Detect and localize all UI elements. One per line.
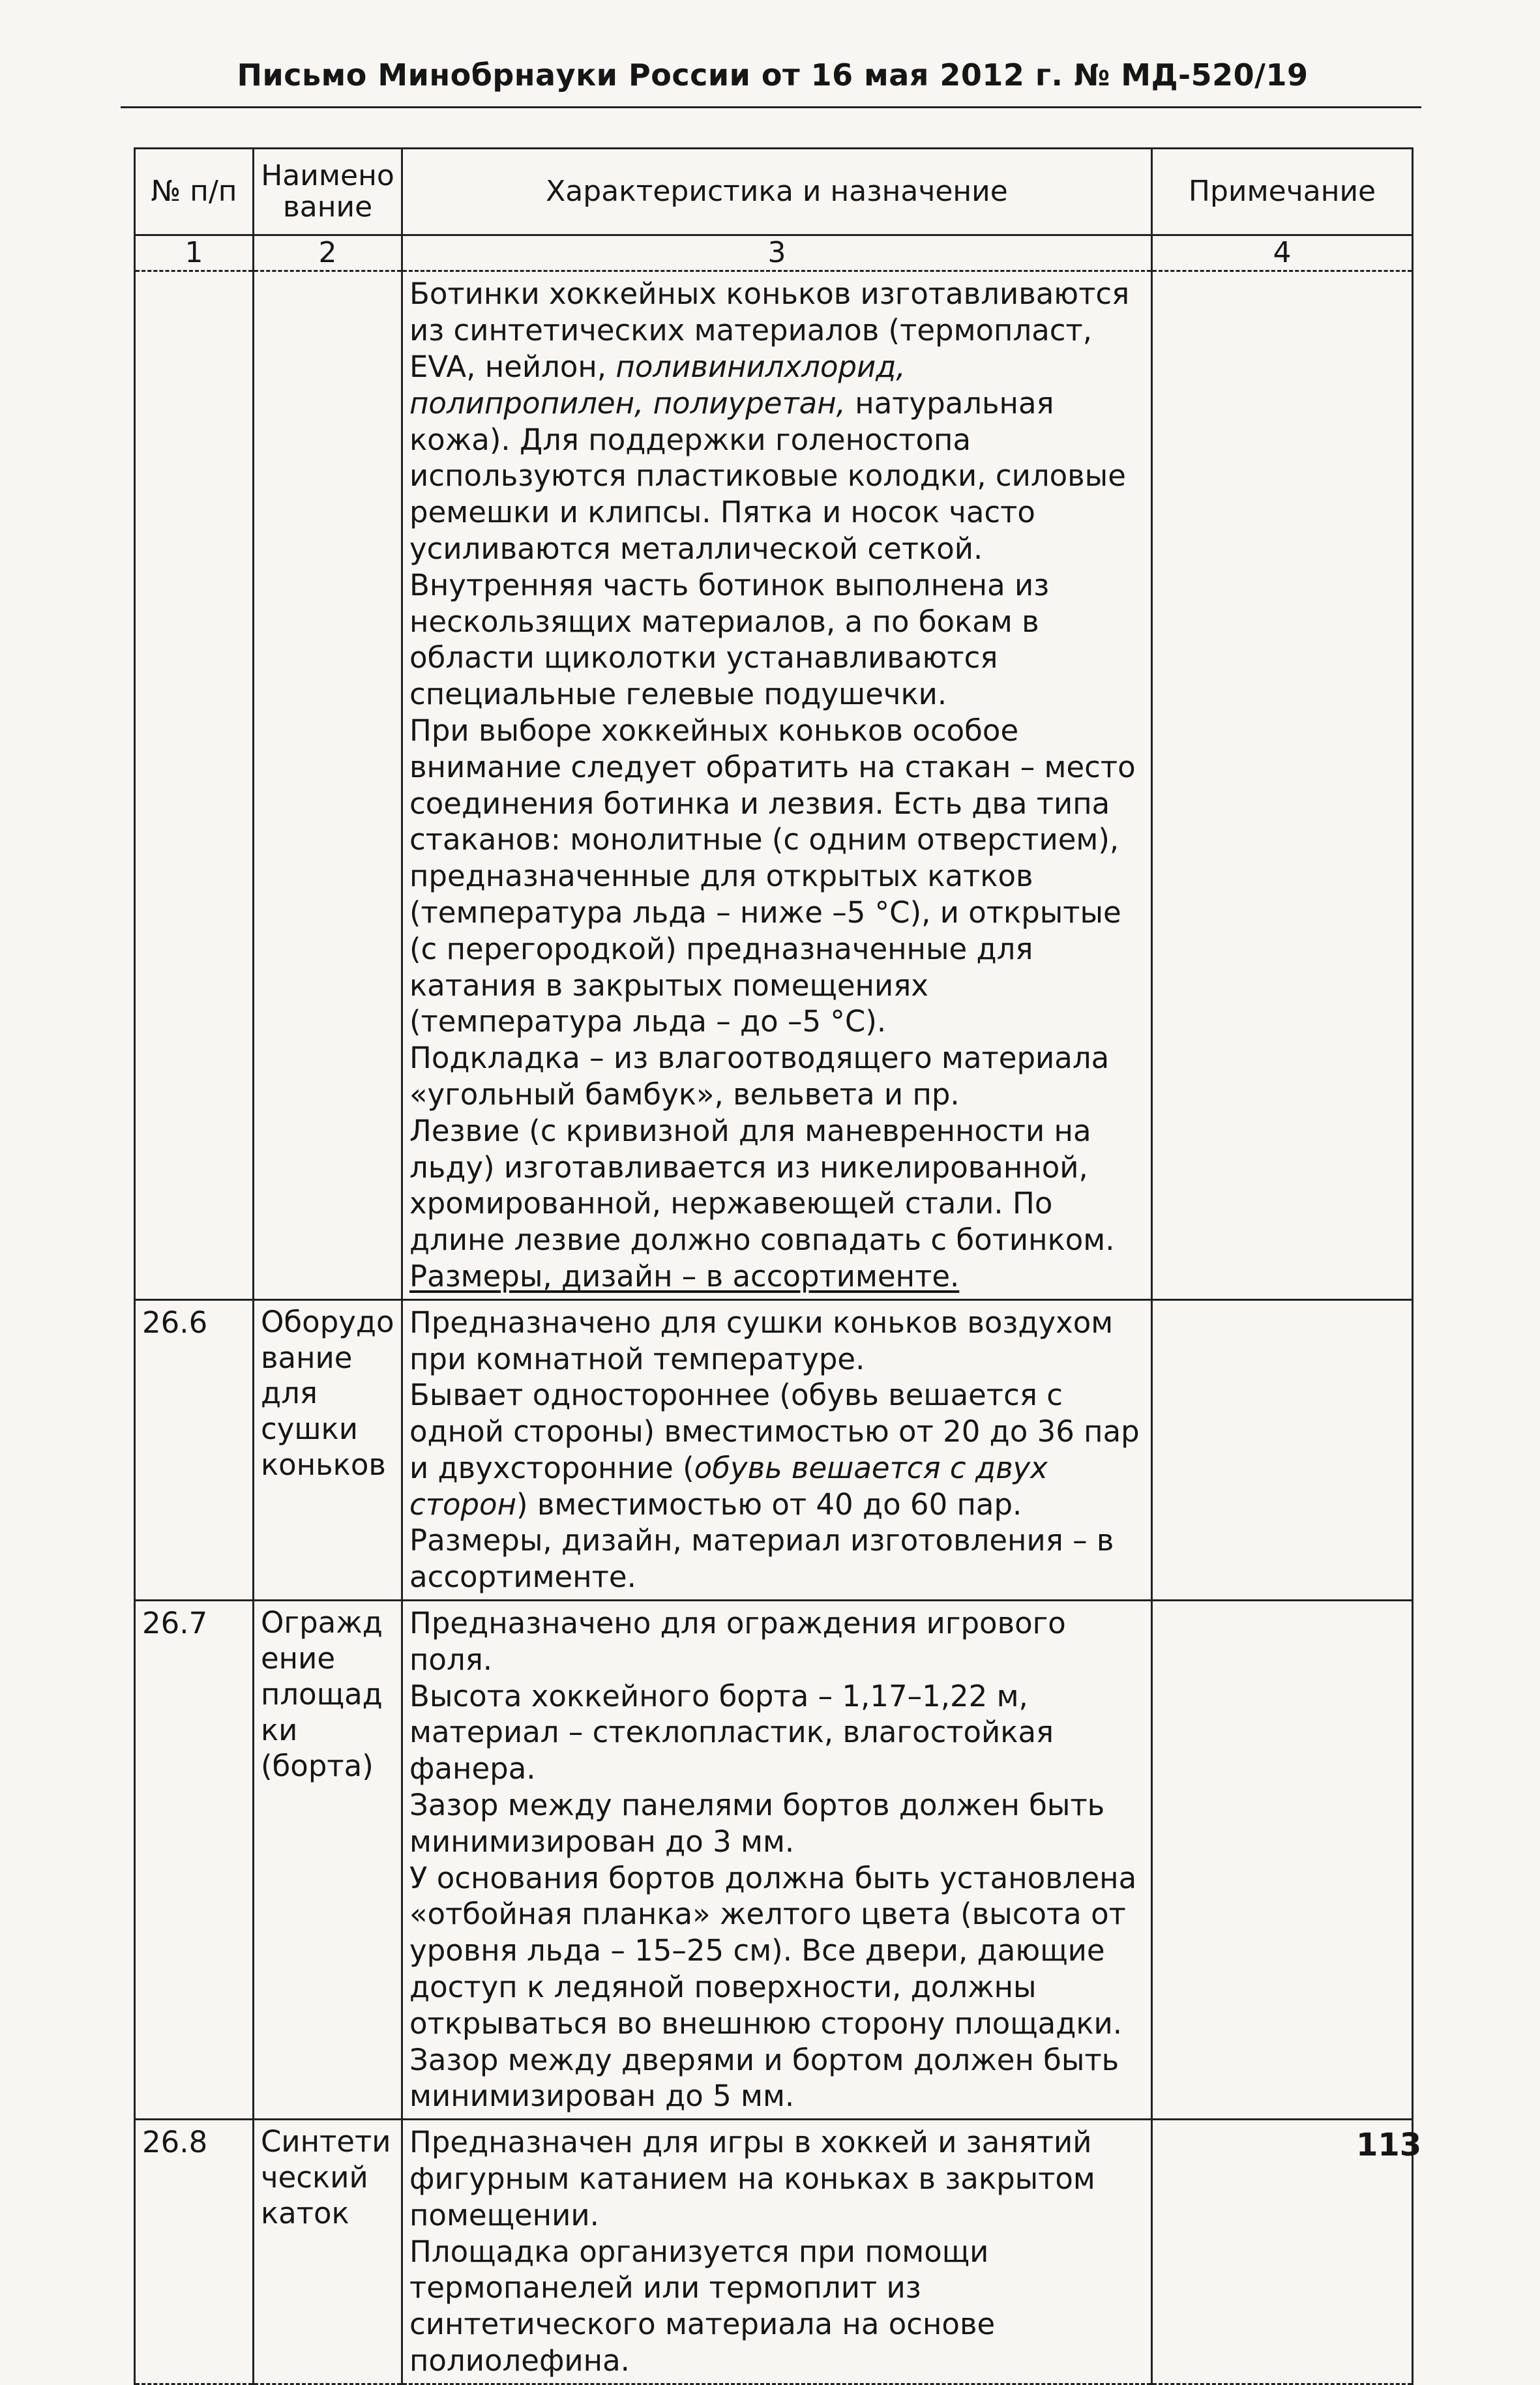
table-header-row [135,149,1413,235]
desc-text: Ботинки хоккейных коньков изготавливаются из синтетических материалов (термопласт, EVA, нейлон, [409,276,1130,384]
row-code: 26.7 [135,1601,254,2120]
col-header-note: Примечание [1152,149,1413,235]
document-header: Письмо Минобрнауки России от 16 мая 2012 г. № МД-520/19 [237,57,1309,93]
desc-paragraph: Площадка организуется при помощи термопанелей или термоплит из синтетического материала на основе полиолефина. [409,2234,996,2378]
desc-paragraph: У основания бортов должна быть установлена «отбойная планка» желтого цвета (высота от уровня льда – 15–25 см). Все двери, дающие доступ к ледяной поверхности, должны открываться во внешнюю сторону площадки. Зазор между дверями и бортом должен быть минимизирован до 5 мм. [409,1860,1137,2114]
desc-paragraph: Высота хоккейного борта – 1,17–1,22 м, материал – стеклопластик, влагостойкая фанера. [409,1678,1054,1786]
desc-paragraph [409,276,1144,713]
equipment-table [134,147,1414,2385]
table-row [135,1299,1413,1600]
column-numbers-row [135,235,1413,271]
col-header-number: № п/п [135,149,254,235]
desc-text-italic: обувь вешается с двух сторон [409,1450,1048,1522]
row-note [1152,1601,1413,2120]
desc-text: Бывает одностороннее (обувь вешается с одной стороны) вместимостью от 20 до 36 пар и двухсторонние ( [409,1378,1140,1485]
col-number-1: 1 [135,235,254,271]
table-row [135,1601,1413,2120]
desc-paragraph: Предназначено для сушки коньков воздухом при комнатной температуре. [409,1305,1114,1376]
desc-text: ) вместимостью от 40 до 60 пар. Размеры, дизайн, материал изготовления – в ассортименте. [409,1487,1114,1595]
col-header-description: Характеристика и назначение [402,149,1152,235]
col-number-4: 4 [1152,235,1413,271]
col-number-2: 2 [254,235,402,271]
table-row [135,2120,1413,2384]
desc-paragraph: Лезвие (с кривизной для маневренности на льду) изготавливается из никелированной, хромированной, нержавеющей стали. По длине лезвие должно совпадать с ботинком. [409,1113,1115,1258]
row-name: Синтетический каток [254,2120,402,2384]
page-number: 113 [1356,2127,1422,2163]
desc-paragraph: Зазор между панелями бортов должен быть минимизирован до 3 мм. [409,1788,1105,1859]
row-description [402,2120,1152,2384]
desc-paragraph [409,1377,1144,1595]
desc-paragraph: При выборе хоккейных коньков особое внимание следует обратить на стакан – место соединения ботинка и лезвия. Есть два типа стаканов: монолитные (с одним отверстием), предназначенные для открытых катков (температура льда – ниже –5 °С), и открытые (с перегородкой) предназначенные для катания в закрытых помещениях (температура льда – до –5 °С). [409,713,1136,1039]
row-description [402,1299,1152,1600]
desc-text: натуральная кожа). Для поддержки голеностопа используются пластиковые колодки, силовые ремешки и клипсы. Пятка и носок часто усиливаются металлической сеткой. Внутренняя часть ботинок выполнена из нескользящих материалов, а по бокам в области щиколотки устанавливаются специальные гелевые подушечки. [409,385,1126,712]
row-code [135,271,254,1299]
header-rule [121,106,1421,108]
desc-paragraph: Подкладка – из влагоотводящего материала «угольный бамбук», вельвета и пр. [409,1041,1110,1112]
desc-text-italic: поливинилхлорид, полипропилен, полиуретан, [409,349,906,421]
table-row-continuation [135,271,1413,1299]
row-description [402,271,1152,1299]
col-number-3: 3 [402,235,1152,271]
row-name: Ограждение площадки (борта) [254,1601,402,2120]
row-description [402,1601,1152,2120]
row-code: 26.8 [135,2120,254,2384]
row-name: Оборудование для сушки коньков [254,1299,402,1600]
row-name [254,271,402,1299]
col-header-name: Наименование [254,149,402,235]
desc-paragraph: Размеры, дизайн – в ассортименте. [409,1258,960,1294]
desc-paragraph: Предназначено для ограждения игрового поля. [409,1606,1066,1677]
row-code: 26.6 [135,1299,254,1600]
row-note [1152,271,1413,1299]
desc-paragraph: Предназначен для игры в хоккей и занятий фигурным катанием на коньках в закрытом помещении. [409,2125,1095,2232]
row-note [1152,1299,1413,1600]
